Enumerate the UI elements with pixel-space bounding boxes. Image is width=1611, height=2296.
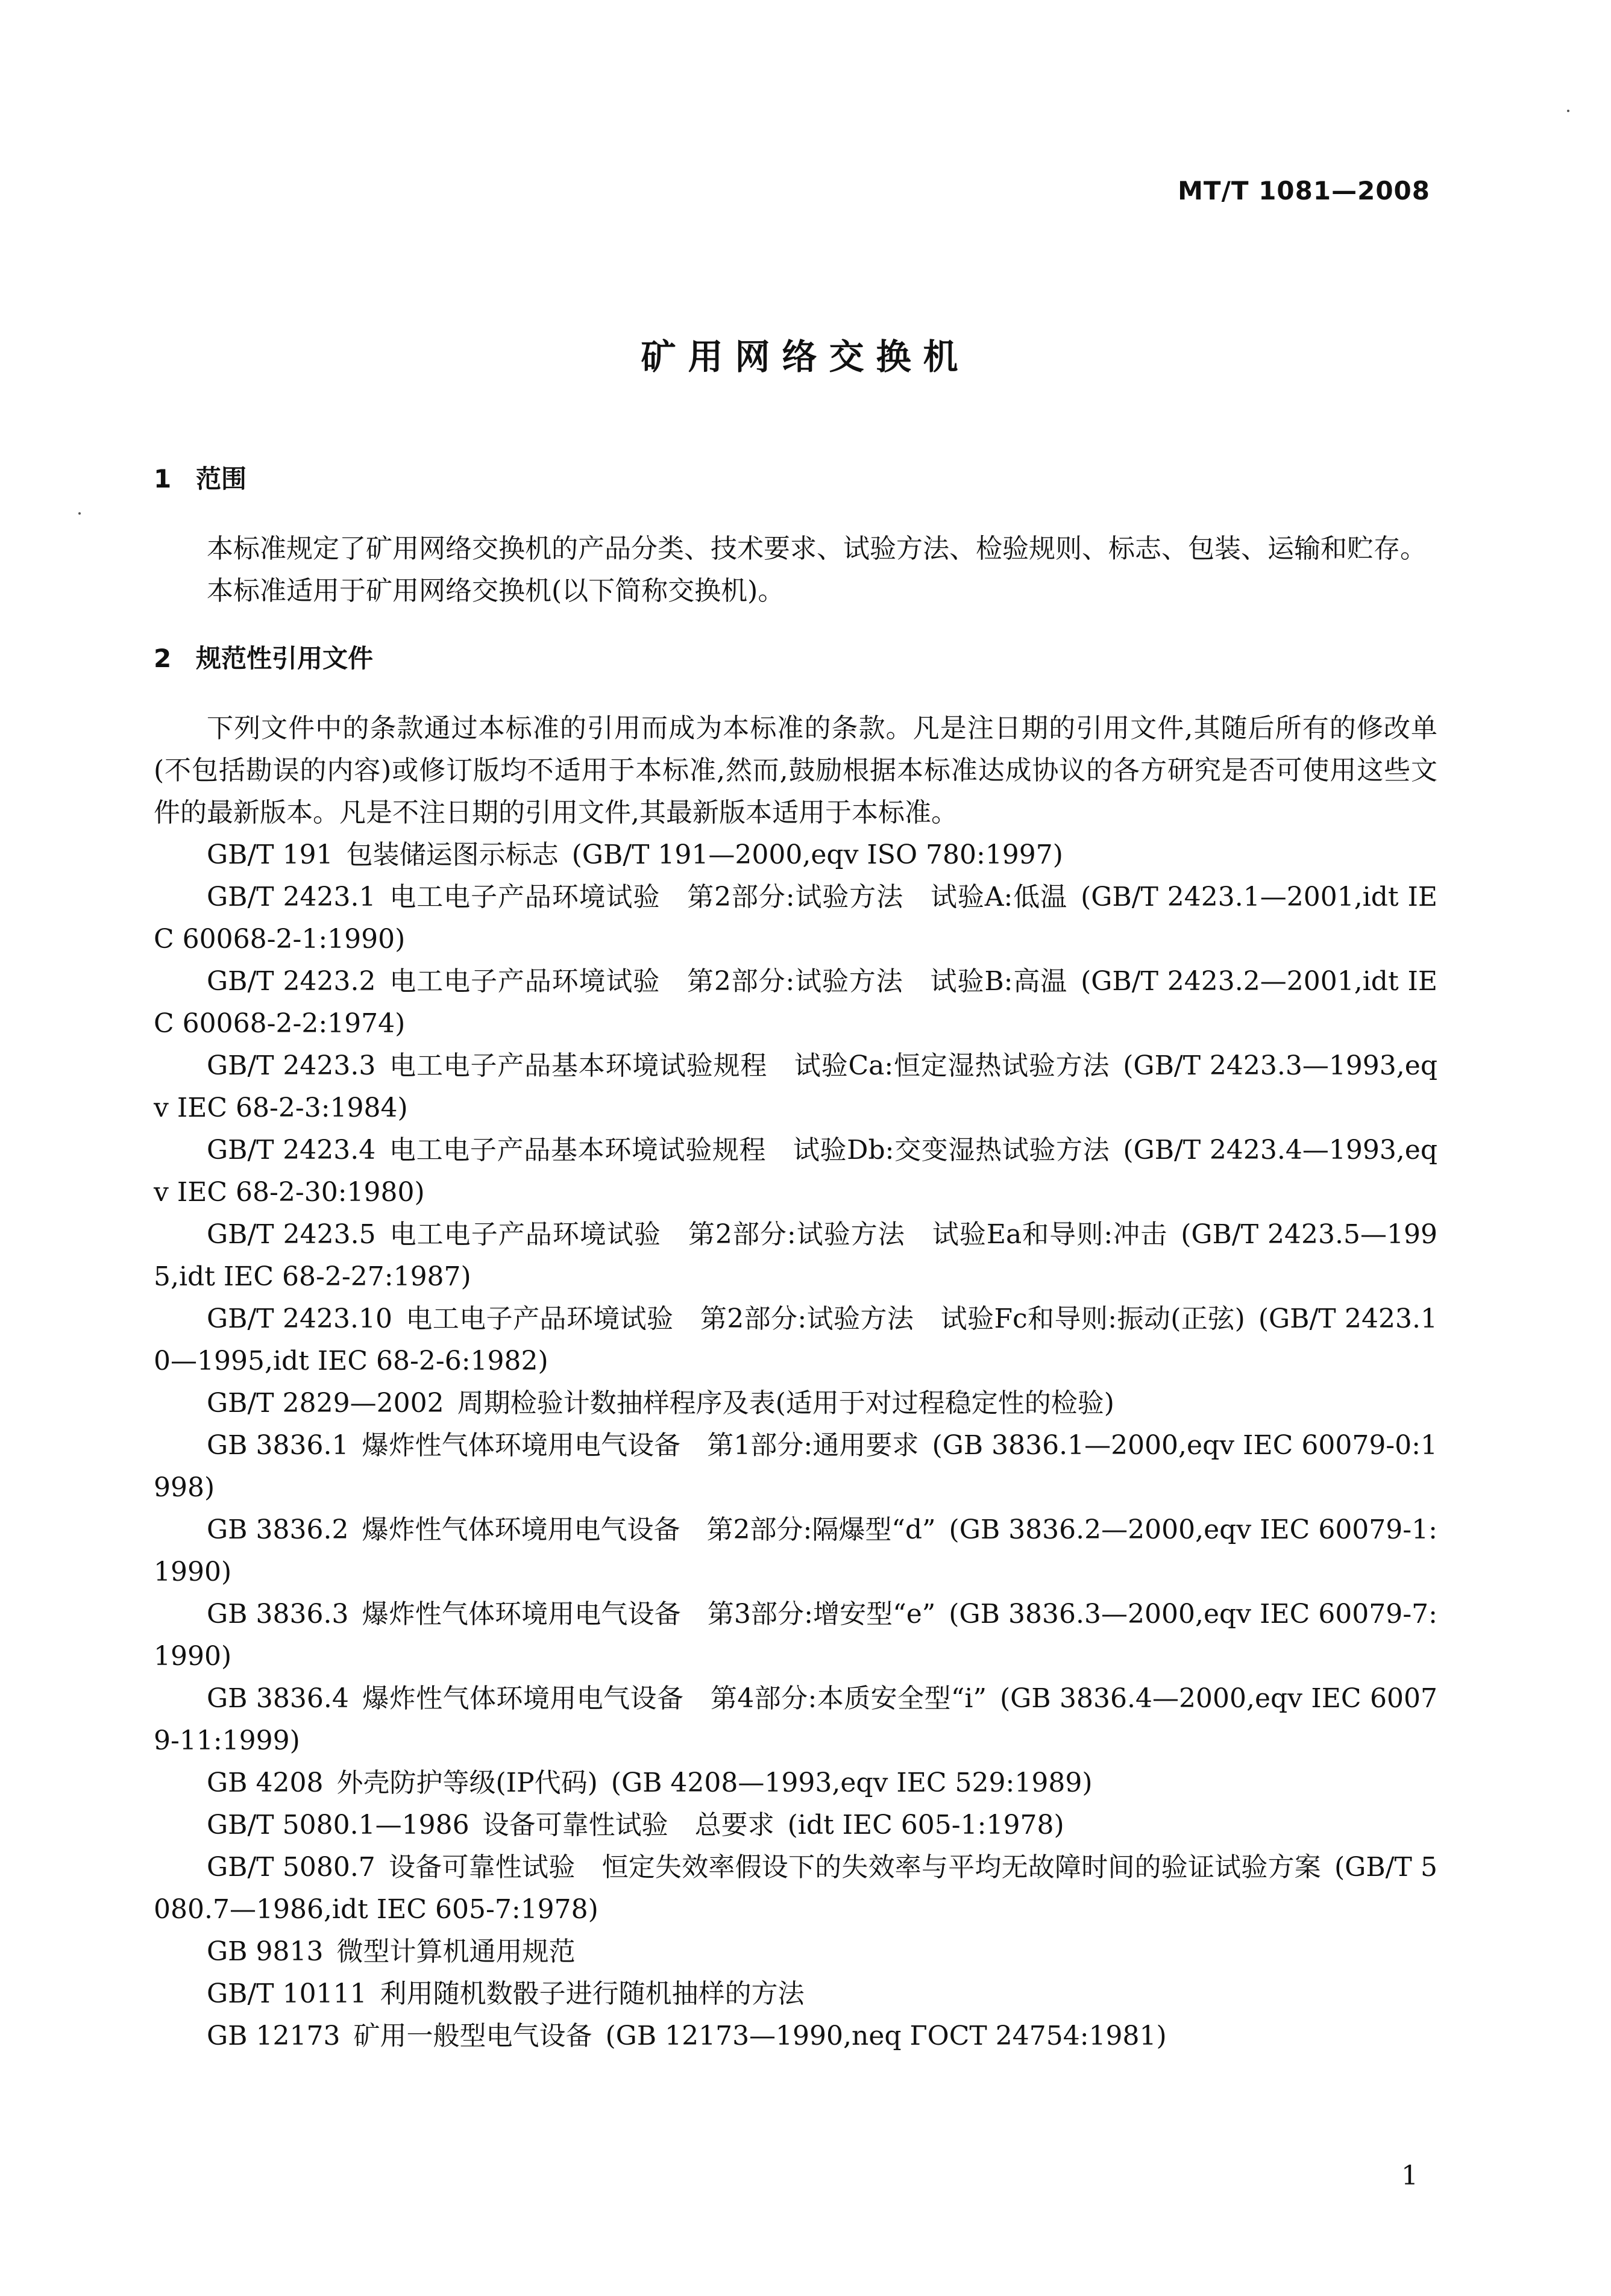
- section-1-heading: [154, 458, 1437, 500]
- reference-item: GB/T 5080.7 设备可靠性试验 恒定失效率假设下的失效率与平均无故障时间的验证试验方案 (GB/T 5080.7—1986,idt IEC 605-7:1978): [154, 1852, 1438, 1925]
- reference-item: GB/T 191 包装储运图示标志 (GB/T 191—2000,eqv ISO 780:1997): [207, 839, 1063, 870]
- reference-item: GB/T 2829—2002 周期检验计数抽样程序及表(适用于对过程稳定性的检验): [207, 1388, 1114, 1419]
- document-body: [154, 458, 1437, 2057]
- reference-item: GB/T 10111 利用随机数骰子进行随机抽样的方法: [207, 1978, 805, 2009]
- section-number: 2: [154, 644, 172, 673]
- page-number: 1: [1401, 2160, 1418, 2191]
- reference-item: GB/T 2423.1 电工电子产品环境试验 第2部分:试验方法 试验A:低温 (GB/T 2423.1—2001,idt IEC 60068-2-1:1990): [154, 882, 1437, 955]
- reference-item: GB/T 2423.2 电工电子产品环境试验 第2部分:试验方法 试验B:高温 (GB/T 2423.2—2001,idt IEC 60068-2-2:1974): [154, 966, 1437, 1039]
- section-2-heading: [154, 638, 1437, 680]
- scan-speck: [78, 512, 81, 515]
- reference-item: GB/T 2423.10 电工电子产品环境试验 第2部分:试验方法 试验Fc和导则:振动(正弦) (GB/T 2423.10—1995,idt IEC 68-2-6:1982): [154, 1303, 1437, 1376]
- reference-item: GB/T 5080.1—1986 设备可靠性试验 总要求 (idt IEC 605-1:1978): [207, 1810, 1064, 1840]
- section-title: 范围: [196, 464, 247, 494]
- reference-item: GB 3836.2 爆炸性气体环境用电气设备 第2部分:隔爆型“d” (GB 3836.2—2000,eqv IEC 60079-1:1990): [154, 1514, 1437, 1587]
- reference-item: GB/T 2423.3 电工电子产品基本环境试验规程 试验Ca:恒定湿热试验方法 (GB/T 2423.3—1993,eqv IEC 68-2-3:1984): [154, 1050, 1437, 1123]
- reference-item: GB 4208 外壳防护等级(IP代码) (GB 4208—1993,eqv IEC 529:1989): [207, 1767, 1093, 1798]
- reference-list: [154, 834, 1437, 2057]
- section-number: 1: [154, 464, 172, 494]
- scope-paragraph-1: 本标准规定了矿用网络交换机的产品分类、技术要求、试验方法、检验规则、标志、包装、运输和贮存。: [207, 533, 1427, 564]
- reference-item: GB 9813 微型计算机通用规范: [207, 1936, 576, 1967]
- document-title: 矿用网络交换机: [641, 336, 970, 377]
- standard-code: MT/T 1081—2008: [1178, 176, 1430, 205]
- reference-item: GB/T 2423.5 电工电子产品环境试验 第2部分:试验方法 试验Ea和导则:冲击 (GB/T 2423.5—1995,idt IEC 68-2-27:1987): [154, 1219, 1437, 1292]
- reference-item: GB 12173 矿用一般型电气设备 (GB 12173—1990,neq ГОСТ 24754:1981): [207, 2021, 1167, 2051]
- reference-item: GB/T 2423.4 电工电子产品基本环境试验规程 试验Db:交变湿热试验方法 (GB/T 2423.4—1993,eqv IEC 68-2-30:1980): [154, 1135, 1437, 1208]
- reference-item: GB 3836.4 爆炸性气体环境用电气设备 第4部分:本质安全型“i” (GB 3836.4—2000,eqv IEC 60079-11:1999): [154, 1683, 1437, 1756]
- reference-item: GB 3836.3 爆炸性气体环境用电气设备 第3部分:增安型“e” (GB 3836.3—2000,eqv IEC 60079-7:1990): [154, 1599, 1437, 1672]
- reference-item: GB 3836.1 爆炸性气体环境用电气设备 第1部分:通用要求 (GB 3836.1—2000,eqv IEC 60079-0:1998): [154, 1430, 1437, 1503]
- normative-intro-paragraph: 下列文件中的条款通过本标准的引用而成为本标准的条款。凡是注日期的引用文件,其随后所有的修改单(不包括勘误的内容)或修订版均不适用于本标准,然而,鼓励根据本标准达成协议的各方研究是否可使用这些文件的最新版本。凡是不注日期的引用文件,其最新版本适用于本标准。: [154, 713, 1437, 828]
- scope-paragraph-2: 本标准适用于矿用网络交换机(以下简称交换机)。: [207, 576, 785, 606]
- section-title: 规范性引用文件: [196, 644, 374, 673]
- scan-speck: [1567, 110, 1569, 112]
